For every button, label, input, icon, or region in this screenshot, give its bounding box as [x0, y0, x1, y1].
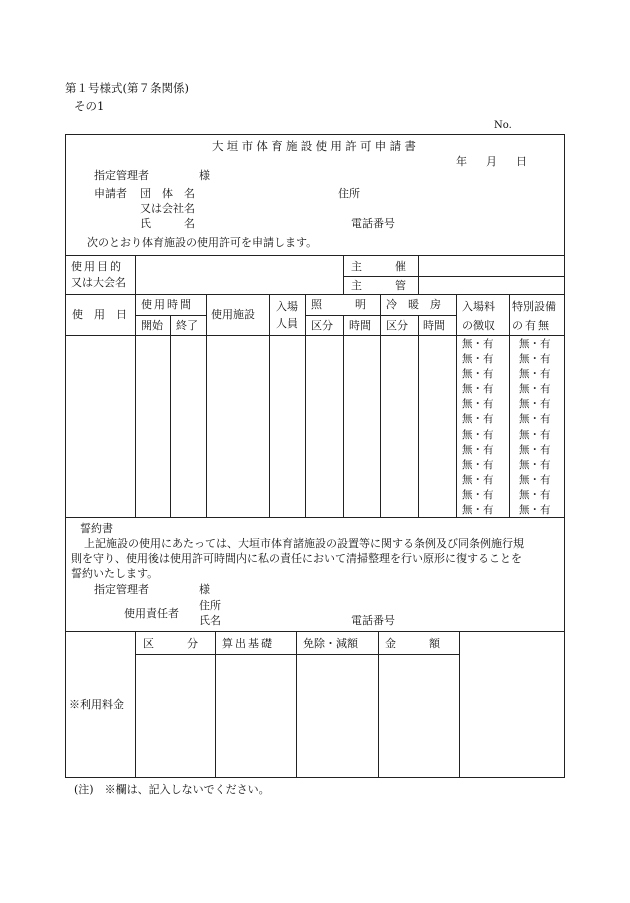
divider	[343, 315, 344, 517]
aircon-category-header: 区分	[386, 319, 408, 332]
divider	[343, 276, 564, 277]
pledge-text-line-1: 上記施設の使用にあたっては、大垣市体育諸施設の設置等に関する条例及び同条例施行規	[84, 537, 524, 550]
pledge-text-line-2: 則を守り、使用後は使用許可時間内に私の責任において清掃整理を行い原形に復することを	[71, 552, 522, 565]
special-equipment-option: 無・有	[519, 368, 551, 381]
special-equipment-option: 無・有	[519, 383, 551, 396]
aircon-header: 冷 暖 房	[386, 298, 441, 311]
divider	[305, 294, 306, 517]
divider	[215, 631, 216, 778]
date-year: 年	[456, 155, 467, 168]
divider	[378, 631, 379, 778]
divider	[66, 255, 564, 256]
form-number: 第１号様式(第７条関係)	[65, 81, 189, 95]
admission-fee-option: 無・有	[462, 368, 494, 381]
divider	[509, 294, 510, 517]
admission-fee-option: 無・有	[462, 473, 494, 486]
manager-label: 指定管理者	[94, 169, 149, 182]
applicant-address-label: 住所	[338, 187, 360, 200]
divider	[269, 294, 270, 517]
purpose-label: 使用目的	[71, 260, 123, 273]
divider	[135, 654, 460, 655]
responsible-person-label: 使用責任者	[124, 607, 179, 620]
application-form	[65, 134, 565, 778]
company-name-label: 又は会社名	[140, 202, 195, 215]
date-month: 月	[486, 155, 497, 168]
admission-fee-header-2: の徴収	[462, 319, 495, 332]
divider	[135, 255, 136, 294]
divider	[418, 315, 419, 517]
special-equipment-option: 無・有	[519, 488, 551, 501]
admission-fee-option: 無・有	[462, 353, 494, 366]
fee-category-header: 区 分	[143, 637, 198, 650]
document-no-label: No.	[494, 120, 512, 131]
admission-fee-option: 無・有	[462, 383, 494, 396]
admission-fee-options	[462, 337, 494, 518]
event-name-label: 又は大会名	[71, 276, 126, 289]
divider	[380, 294, 381, 517]
divider	[66, 631, 564, 632]
attendees-header-2: 人員	[276, 317, 298, 330]
special-equipment-option: 無・有	[519, 473, 551, 486]
pledge-manager-sama: 様	[199, 583, 210, 596]
special-equipment-option: 無・有	[519, 504, 551, 517]
end-time-header: 終了	[176, 319, 198, 332]
footnote: (注) ※欄は、記入しないでください。	[74, 783, 270, 796]
admission-fee-option: 無・有	[462, 443, 494, 456]
usage-time-header: 使用時間	[141, 298, 193, 311]
pledge-phone-label: 電話番号	[351, 614, 395, 627]
fee-reduction-header: 免除・減額	[303, 637, 358, 650]
date-day: 日	[516, 155, 527, 168]
usage-date-header: 使 用 日	[72, 308, 127, 321]
admission-fee-option: 無・有	[462, 398, 494, 411]
applicant-name-label: 氏 名	[140, 217, 195, 230]
divider	[206, 294, 207, 517]
admission-fee-option: 無・有	[462, 488, 494, 501]
aircon-hours-header: 時間	[423, 319, 445, 332]
special-equipment-option: 無・有	[519, 458, 551, 471]
special-equipment-option: 無・有	[519, 428, 551, 441]
lighting-hours-header: 時間	[349, 319, 371, 332]
pledge-text-line-3: 誓約いたします。	[71, 567, 159, 580]
admission-fee-header-1: 入場料	[462, 300, 495, 313]
special-equipment-header-1: 特別設備	[512, 300, 556, 313]
fee-amount-header: 金 額	[385, 637, 440, 650]
organizer-label: 主 管	[351, 279, 406, 292]
special-equipment-option: 無・有	[519, 353, 551, 366]
special-equipment-header-2: の有無	[512, 319, 551, 332]
divider	[456, 294, 457, 517]
special-equipment-option: 無・有	[519, 443, 551, 456]
special-equipment-option: 無・有	[519, 413, 551, 426]
pledge-title: 誓約書	[80, 522, 113, 535]
pledge-manager-label: 指定管理者	[94, 583, 149, 596]
admission-fee-option: 無・有	[462, 338, 494, 350]
admission-fee-option: 無・有	[462, 413, 494, 426]
lighting-header: 照 明	[311, 298, 366, 311]
pledge-address-label: 住所	[199, 599, 221, 612]
application-statement: 次のとおり体育施設の使用許可を申請します。	[87, 236, 318, 249]
facility-header: 使用施設	[211, 308, 255, 321]
special-equipment-option: 無・有	[519, 338, 551, 350]
org-name-label: 団 体 名	[140, 187, 195, 200]
pledge-name-label: 氏名	[199, 614, 221, 627]
divider	[296, 631, 297, 778]
divider	[135, 631, 136, 778]
form-title: 大垣市体育施設使用許可申請書	[212, 139, 420, 153]
usage-fee-label: ※利用料金	[69, 698, 124, 711]
start-time-header: 開始	[141, 319, 163, 332]
attendees-header-1: 入場	[276, 300, 298, 313]
sponsor-label: 主 催	[351, 260, 406, 273]
applicant-phone-label: 電話番号	[351, 217, 395, 230]
special-equipment-options	[519, 337, 551, 518]
applicant-label: 申請者	[94, 187, 127, 200]
fee-basis-header: 算出基礎	[222, 637, 274, 650]
form-sub-number: その1	[74, 99, 105, 113]
divider	[459, 631, 460, 778]
divider	[66, 294, 564, 295]
special-equipment-option: 無・有	[519, 398, 551, 411]
lighting-category-header: 区分	[311, 319, 333, 332]
divider	[135, 294, 136, 517]
divider	[343, 255, 344, 294]
admission-fee-option: 無・有	[462, 428, 494, 441]
admission-fee-option: 無・有	[462, 458, 494, 471]
divider	[66, 335, 564, 336]
divider	[418, 255, 419, 294]
admission-fee-option: 無・有	[462, 504, 494, 517]
divider	[170, 315, 171, 517]
manager-sama: 様	[199, 169, 210, 182]
